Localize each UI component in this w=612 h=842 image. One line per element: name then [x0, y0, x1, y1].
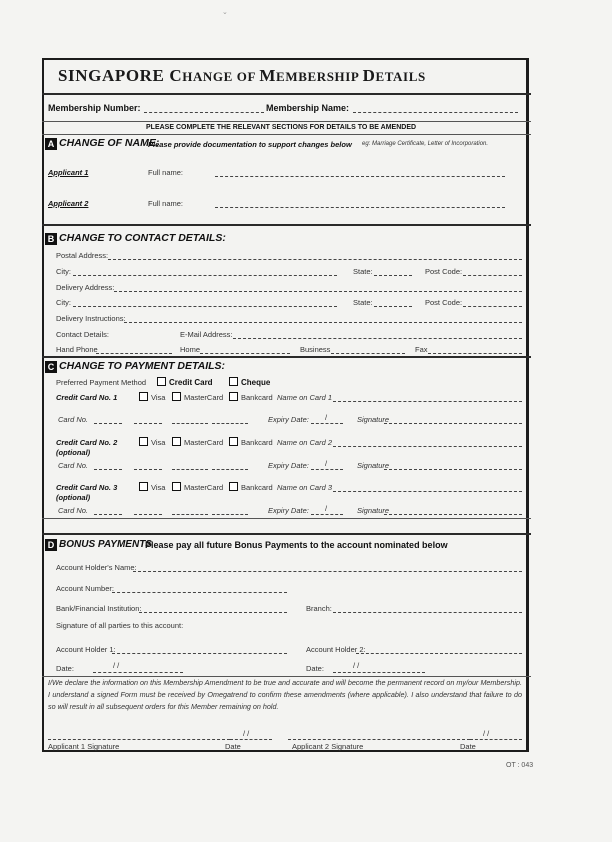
card-2-number-group-3[interactable] — [172, 469, 208, 470]
delivery-address-field[interactable] — [114, 291, 522, 292]
expiry-separator: / — [325, 413, 328, 422]
business-phone-label: Business — [300, 345, 331, 354]
divider — [42, 224, 531, 226]
divider — [42, 121, 531, 122]
card-3-number-group-2[interactable] — [134, 514, 162, 515]
card-2-expiry-field[interactable] — [311, 469, 343, 470]
fax-label: Fax — [415, 345, 428, 354]
card-2-expiry-label: Expiry Date: — [268, 461, 309, 470]
card-3-expiry-label: Expiry Date: — [268, 506, 309, 515]
divider — [42, 533, 531, 535]
credit-card-2-label: Credit Card No. 2 — [56, 438, 118, 447]
home-phone-field[interactable] — [200, 353, 290, 354]
date-separator: / / — [243, 729, 250, 738]
credit-card-option[interactable]: Credit Card — [157, 377, 213, 387]
signature-all-parties-label: Signature of all parties to this account: — [56, 621, 184, 630]
postal-address-field[interactable] — [108, 259, 522, 260]
date-1-label: Date: — [56, 664, 74, 673]
account-holder-name-field[interactable] — [133, 571, 522, 572]
date-separator: / / — [483, 729, 490, 738]
name-on-card-3-field[interactable] — [333, 491, 522, 492]
card-2-signature-field[interactable] — [384, 469, 522, 470]
card-1-number-label: Card No. — [58, 415, 89, 424]
branch-label: Branch: — [306, 604, 332, 613]
section-b-heading: B CHANGE TO CONTACT DETAILS: — [45, 232, 226, 245]
name-on-card-2-label: Name on Card 2 — [277, 438, 333, 447]
account-holder-2-field[interactable] — [356, 653, 522, 654]
account-holder-2-label: Account Holder 2: — [306, 645, 366, 654]
card-3-number-group-4[interactable] — [212, 514, 248, 515]
card-2-number-group-1[interactable] — [94, 469, 122, 470]
checkbox[interactable] — [229, 392, 238, 401]
account-number-field[interactable] — [112, 592, 287, 593]
card-1-number-group-4[interactable] — [212, 423, 248, 424]
card-1-number-group-3[interactable] — [172, 423, 208, 424]
card-3-signature-label: Signature — [357, 506, 390, 515]
email-label: E-Mail Address: — [180, 330, 233, 339]
delivery-address-label: Delivery Address: — [56, 283, 115, 292]
date-2-field[interactable] — [333, 672, 425, 673]
card-1-expiry-label: Expiry Date: — [268, 415, 309, 424]
delivery-instructions-label: Delivery Instructions: — [56, 314, 126, 323]
membership-name-field[interactable] — [353, 112, 518, 113]
branch-field[interactable] — [333, 612, 522, 613]
account-number-label: Account Number: — [56, 584, 114, 593]
card-3-expiry-field[interactable] — [311, 514, 343, 515]
post-code-field-2[interactable] — [463, 306, 522, 307]
credit-card-3-optional: (optional) — [56, 493, 91, 502]
home-phone-label: Home — [180, 345, 201, 354]
section-a-note: Please provide documentation to support changes below — [148, 140, 352, 149]
card-1-expiry-field[interactable] — [311, 423, 343, 424]
card-2-mastercard-option[interactable]: MasterCard — [172, 437, 223, 447]
checkbox[interactable] — [229, 377, 238, 386]
section-letter-badge: A — [45, 138, 57, 150]
preferred-payment-label: Preferred Payment Method — [56, 378, 147, 387]
applicant-2-signature-field[interactable] — [288, 739, 470, 740]
section-letter-badge: C — [45, 361, 57, 373]
applicant-1-fullname-field[interactable] — [215, 176, 505, 177]
credit-card-2-optional: (optional) — [56, 448, 91, 457]
applicant-1-fullname-label: Full name: — [148, 168, 184, 177]
cheque-option[interactable]: Cheque — [229, 377, 270, 387]
card-3-bankcard-option[interactable]: Bankcard — [229, 482, 273, 492]
applicant-2-label: Applicant 2 — [48, 199, 89, 208]
business-phone-field[interactable] — [331, 353, 405, 354]
state-label: State: — [353, 267, 373, 276]
membership-name-label: Membership Name: — [266, 103, 350, 113]
credit-card-3-label: Credit Card No. 3 — [56, 483, 118, 492]
divider — [42, 134, 531, 135]
card-2-visa-option[interactable]: Visa — [139, 437, 165, 447]
checkbox[interactable] — [139, 482, 148, 491]
state-field-2[interactable] — [374, 306, 412, 307]
state-field[interactable] — [374, 275, 412, 276]
checkbox[interactable] — [157, 377, 166, 386]
applicant-2-fullname-field[interactable] — [215, 207, 505, 208]
section-d-heading: D BONUS PAYMENTS — [45, 539, 152, 551]
card-1-number-group-1[interactable] — [94, 423, 122, 424]
city-field[interactable] — [73, 275, 337, 276]
applicant-1-label: Applicant 1 — [48, 168, 89, 177]
date-1-field[interactable] — [93, 672, 183, 673]
applicant-1-signature-field[interactable] — [48, 739, 230, 740]
hand-phone-label: Hand Phone — [56, 345, 98, 354]
city-label-2: City: — [56, 298, 71, 307]
email-field[interactable] — [233, 338, 522, 339]
applicant-2-signature-label: Applicant 2 Signature — [292, 742, 364, 751]
bank-field[interactable] — [139, 612, 287, 613]
applicant-2-date-field[interactable] — [470, 739, 522, 740]
card-1-bankcard-option[interactable]: Bankcard — [229, 392, 273, 402]
credit-card-1-label: Credit Card No. 1 — [56, 393, 118, 402]
date-2-label: Date: — [306, 664, 324, 673]
card-2-number-label: Card No. — [58, 461, 89, 470]
account-holder-1-field[interactable] — [112, 653, 287, 654]
applicant-2-date-label: Date — [460, 742, 476, 751]
declaration-text: I/We declare the information on this Membership Amendment to be true and accurate and will become the permanent record on my/our Membership. I understand a signed Form must be received by Omegatrend to confirm these amendments (where applicable). I also understand that failure to do so will result in all subsequent orders for this Member remaining on hold. — [48, 678, 522, 711]
hand-phone-field[interactable] — [96, 353, 172, 354]
card-3-mastercard-option[interactable]: MasterCard — [172, 482, 223, 492]
name-on-card-2-field[interactable] — [333, 446, 522, 447]
checkbox[interactable] — [172, 437, 181, 446]
contact-details-label: Contact Details: — [56, 330, 109, 339]
account-holder-1-label: Account Holder 1: — [56, 645, 116, 654]
card-3-number-group-3[interactable] — [172, 514, 208, 515]
card-1-signature-label: Signature — [357, 415, 390, 424]
applicant-1-date-field[interactable] — [230, 739, 272, 740]
section-letter-badge: B — [45, 233, 57, 245]
date-separator: / / — [353, 661, 360, 670]
scan-mark: ⌄ — [222, 9, 228, 16]
checkbox[interactable] — [139, 392, 148, 401]
section-letter-badge: D — [45, 539, 57, 551]
form-code: OT : 043 — [506, 762, 534, 769]
card-1-mastercard-option[interactable]: MasterCard — [172, 392, 223, 402]
divider — [42, 518, 531, 519]
checkbox[interactable] — [139, 437, 148, 446]
checkbox[interactable] — [229, 482, 238, 491]
post-code-label-2: Post Code: — [425, 298, 463, 307]
card-3-signature-field[interactable] — [384, 514, 522, 515]
card-1-signature-field[interactable] — [384, 423, 522, 424]
divider — [42, 93, 531, 95]
post-code-field[interactable] — [463, 275, 522, 276]
delivery-instructions-field[interactable] — [124, 322, 522, 323]
date-separator: / / — [113, 661, 120, 670]
expiry-separator: / — [325, 459, 328, 468]
city-label: City: — [56, 267, 71, 276]
postal-address-label: Postal Address: — [56, 251, 109, 260]
expiry-separator: / — [325, 504, 328, 513]
card-3-number-label: Card No. — [58, 506, 89, 515]
divider — [42, 356, 531, 358]
section-a-heading: A CHANGE OF NAME: — [45, 137, 159, 150]
membership-number-field[interactable] — [144, 112, 264, 113]
checkbox[interactable] — [172, 482, 181, 491]
card-2-signature-label: Signature — [357, 461, 390, 470]
instruction-text: PLEASE COMPLETE THE RELEVANT SECTIONS FOR DETAILS TO BE AMENDED — [146, 124, 417, 131]
section-d-subtitle: Please pay all future Bonus Payments to the account nominated below — [145, 540, 448, 550]
section-a-example: eg: Marriage Certificate, Letter of Incorporation. — [362, 141, 489, 147]
card-2-number-group-2[interactable] — [134, 469, 162, 470]
applicant-2-fullname-label: Full name: — [148, 199, 184, 208]
bank-label: Bank/Financial Institution: — [56, 604, 142, 613]
applicant-1-signature-label: Applicant 1 Signature — [48, 742, 120, 751]
checkbox[interactable] — [172, 392, 181, 401]
card-3-number-group-1[interactable] — [94, 514, 122, 515]
account-holder-name-label: Account Holder's Name: — [56, 563, 137, 572]
state-label-2: State: — [353, 298, 373, 307]
city-field-2[interactable] — [73, 306, 337, 307]
card-2-number-group-4[interactable] — [212, 469, 248, 470]
card-3-visa-option[interactable]: Visa — [139, 482, 165, 492]
name-on-card-3-label: Name on Card 3 — [277, 483, 333, 492]
name-on-card-1-label: Name on Card 1 — [277, 393, 333, 402]
membership-number-label: Membership Number: — [48, 103, 141, 113]
applicant-1-date-label: Date — [225, 742, 241, 751]
form-title: SINGAPORE CHANGE OF MEMBERSHIP DETAILS — [58, 66, 426, 85]
name-on-card-1-field[interactable] — [333, 401, 522, 402]
section-c-heading: C CHANGE TO PAYMENT DETAILS: — [45, 360, 225, 373]
card-2-bankcard-option[interactable]: Bankcard — [229, 437, 273, 447]
card-1-visa-option[interactable]: Visa — [139, 392, 165, 402]
fax-field[interactable] — [428, 353, 522, 354]
card-1-number-group-2[interactable] — [134, 423, 162, 424]
checkbox[interactable] — [229, 437, 238, 446]
post-code-label: Post Code: — [425, 267, 463, 276]
